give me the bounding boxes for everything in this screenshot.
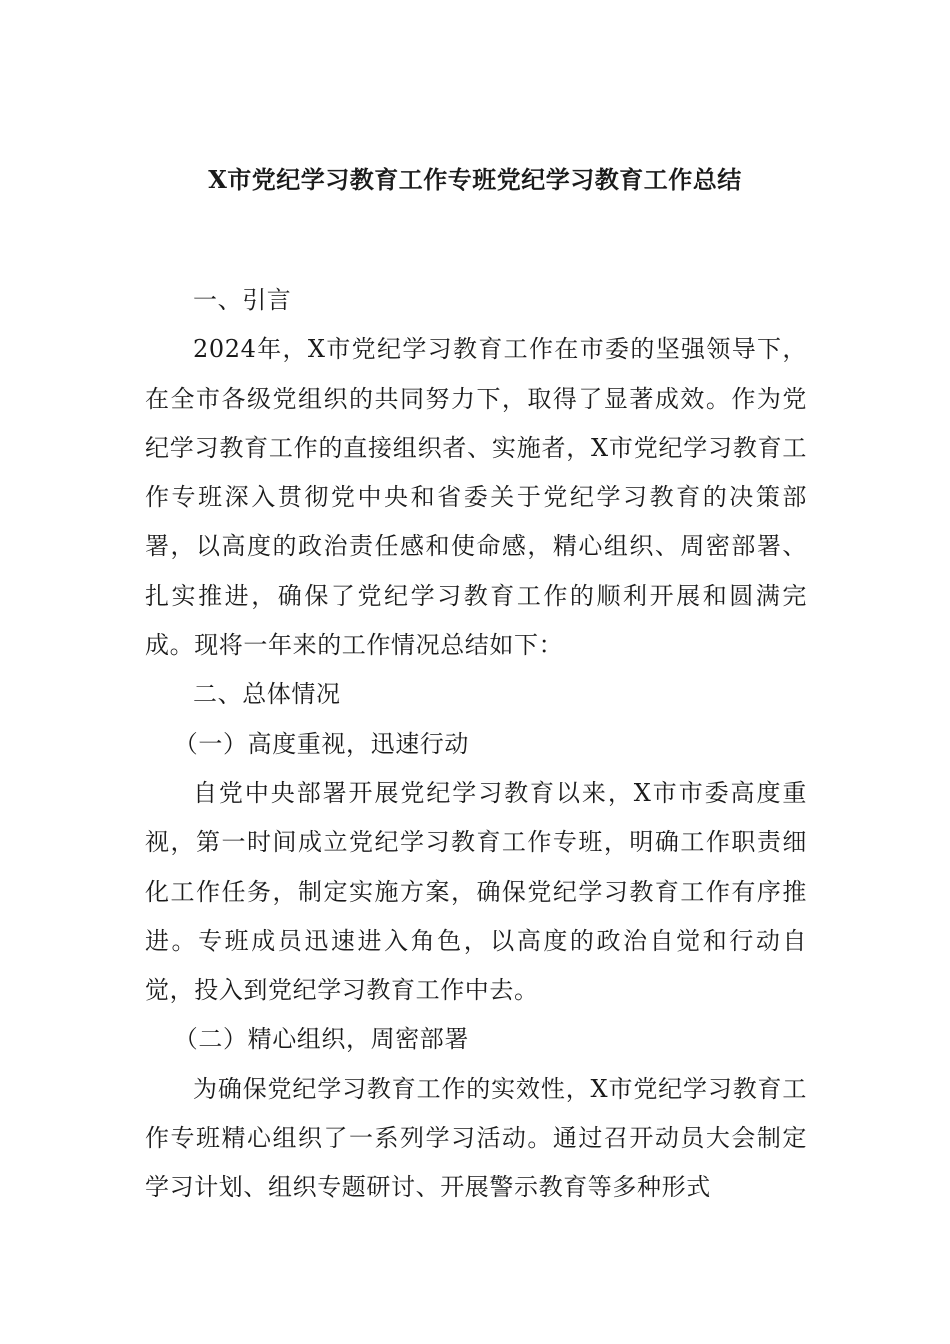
subheading-organization-deployment: （二）精心组织，周密部署 [173,1025,469,1054]
section-heading-introduction: 一、引言 [193,286,292,314]
section-heading-overview: 二、总体情况 [193,680,341,709]
paragraph-organization-deployment: 为确保党纪学习教育工作的实效性，X市党纪学习教育工作专班精心组织了一系列学习活动。通过召开动员大会制定学习计划、组织专题研讨、开展警示教育等多种形式 [145,1074,807,1202]
paragraph-attention-action: 自党中央部署开展党纪学习教育以来，X市市委高度重视，第一时间成立党纪学习教育工作专班，明确工作职责细化工作任务，制定实施方案，确保党纪学习教育工作有序推进。专班成员迅速进入角色，以高度的政治自觉和行动自觉，投入到党纪学习教育工作中去。 [145,778,807,1005]
paragraph-introduction: 2024年，X市党纪学习教育工作在市委的坚强领导下，在全市各级党组织的共同努力下，取得了显著成效。作为党纪学习教育工作的直接组织者、实施者，X市党纪学习教育工作专班深入贯彻党中央和省委关于党纪学习教育的决策部署，以高度的政治责任感和使命感，精心组织、周密部署、扎实推进，确保了党纪学习教育工作的顺利开展和圆满完成。现将一年来的工作情况总结如下： [145,335,807,660]
subheading-attention-action: （一）高度重视，迅速行动 [173,729,469,758]
document-title: X市党纪学习教育工作专班党纪学习教育工作总结 [208,165,742,194]
document-body [145,276,807,1213]
